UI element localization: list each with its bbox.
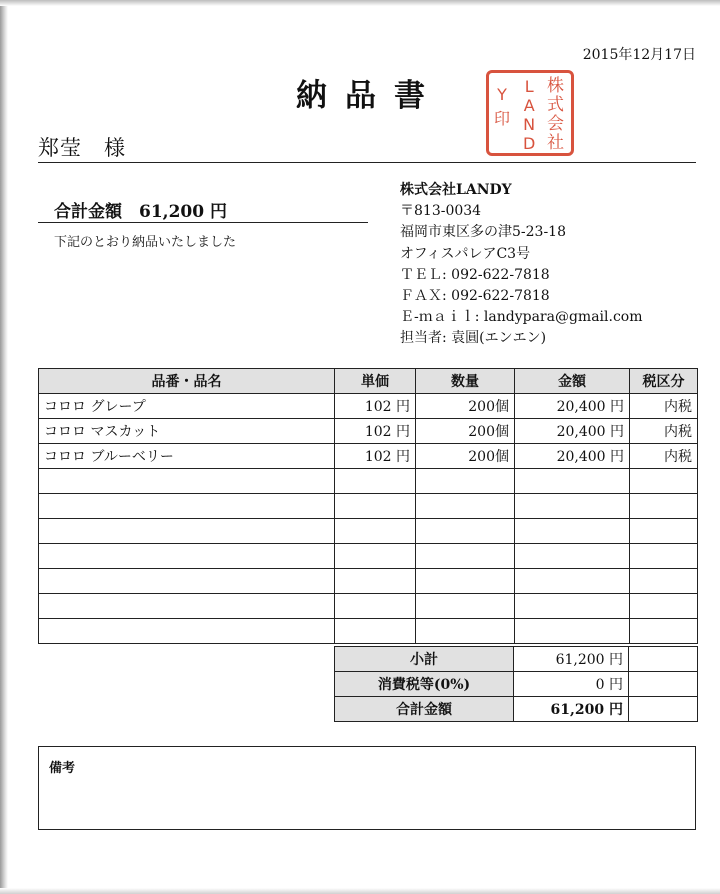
company-fax: ＦＡＸ: 092-622-7818 xyxy=(400,288,550,305)
totals-table xyxy=(334,646,698,722)
seal-char: N xyxy=(523,115,536,134)
seal-char: Y xyxy=(497,85,507,104)
company-email: Ｅ-ｍａｉｌ: landypara@gmail.com xyxy=(400,309,643,326)
table-row xyxy=(39,394,698,419)
tax-label: 消費税等(0%) xyxy=(335,672,514,697)
empty-table-row xyxy=(39,469,698,494)
company-tel: ＴＥＬ: 092-622-7818 xyxy=(400,266,550,283)
seal-column-2 xyxy=(523,77,535,153)
empty-table-row xyxy=(39,569,698,594)
seal-char: A xyxy=(523,96,535,115)
amount: 20,400 円 xyxy=(515,444,630,469)
company-postal: 〒813-0034 xyxy=(400,203,482,220)
unit-price: 102 円 xyxy=(335,419,416,444)
tax-type: 内税 xyxy=(630,419,698,444)
company-seal-stamp xyxy=(486,70,574,156)
items-table xyxy=(38,368,698,644)
table-row xyxy=(39,419,698,444)
empty-table-row xyxy=(39,519,698,544)
quantity: 200個 xyxy=(416,419,515,444)
empty-table-row xyxy=(39,544,698,569)
issue-date: 2015年12月17日 xyxy=(582,47,696,63)
company-info xyxy=(400,180,643,350)
seal-char: 印 xyxy=(494,109,511,128)
seal-column-3 xyxy=(547,77,564,153)
subtotal-value: 61,200 円 xyxy=(514,647,629,672)
tax-blank xyxy=(629,672,698,697)
seal-char: 株 xyxy=(547,76,564,96)
total-amount-heading: 合計金額 61,200 円 xyxy=(54,202,227,222)
item-name: コロロ ブルーベリー xyxy=(39,444,335,469)
tax-row xyxy=(335,672,698,697)
total-underline xyxy=(38,222,368,223)
amount: 20,400 円 xyxy=(515,419,630,444)
grand-total-row xyxy=(335,697,698,722)
tax-value: 0 円 xyxy=(514,672,629,697)
page-edge-shadow xyxy=(0,0,8,894)
seal-char: L xyxy=(524,77,534,96)
column-header-item: 品番・品名 xyxy=(39,369,335,394)
table-header-row xyxy=(39,369,698,394)
delivery-note: 下記のとおり納品いたしました xyxy=(54,235,237,250)
grand-total-blank xyxy=(629,697,698,722)
page-bottom-shadow xyxy=(0,888,720,894)
item-name: コロロ グレープ xyxy=(39,394,335,419)
tax-type: 内税 xyxy=(630,394,698,419)
grand-total-label: 合計金額 xyxy=(335,697,514,722)
quantity: 200個 xyxy=(416,444,515,469)
company-name: 株式会社LANDY xyxy=(400,182,512,198)
company-contact: 担当者: 袁圓(エンエン) xyxy=(400,330,547,347)
grand-total-value: 61,200 円 xyxy=(514,697,629,722)
remarks-box xyxy=(38,746,696,830)
table-row xyxy=(39,444,698,469)
empty-table-row xyxy=(39,594,698,619)
seal-char: 会 xyxy=(547,114,564,134)
recipient-name: 郑莹 様 xyxy=(38,136,126,160)
company-address-line1: 福岡市東区多の津5-23-18 xyxy=(400,224,566,241)
subtotal-label: 小計 xyxy=(335,647,514,672)
empty-table-row xyxy=(39,619,698,644)
amount: 20,400 円 xyxy=(515,394,630,419)
item-name: コロロ マスカット xyxy=(39,419,335,444)
column-header-unit-price: 単価 xyxy=(335,369,416,394)
column-header-tax-type: 税区分 xyxy=(630,369,698,394)
company-address-line2: オフィスパレアC3号 xyxy=(400,245,531,262)
seal-char: 式 xyxy=(547,95,564,115)
column-header-quantity: 数量 xyxy=(416,369,515,394)
document-title: 納品書 xyxy=(296,78,443,114)
subtotal-row xyxy=(335,647,698,672)
seal-column-1 xyxy=(494,83,510,131)
column-header-amount: 金額 xyxy=(515,369,630,394)
unit-price: 102 円 xyxy=(335,394,416,419)
seal-char: D xyxy=(523,134,536,153)
subtotal-blank xyxy=(629,647,698,672)
unit-price: 102 円 xyxy=(335,444,416,469)
tax-type: 内税 xyxy=(630,444,698,469)
page-top-shadow xyxy=(0,0,720,6)
remarks-label: 備考 xyxy=(49,761,76,776)
header-divider xyxy=(38,162,696,163)
seal-char: 社 xyxy=(547,133,564,153)
empty-table-row xyxy=(39,494,698,519)
quantity: 200個 xyxy=(416,394,515,419)
